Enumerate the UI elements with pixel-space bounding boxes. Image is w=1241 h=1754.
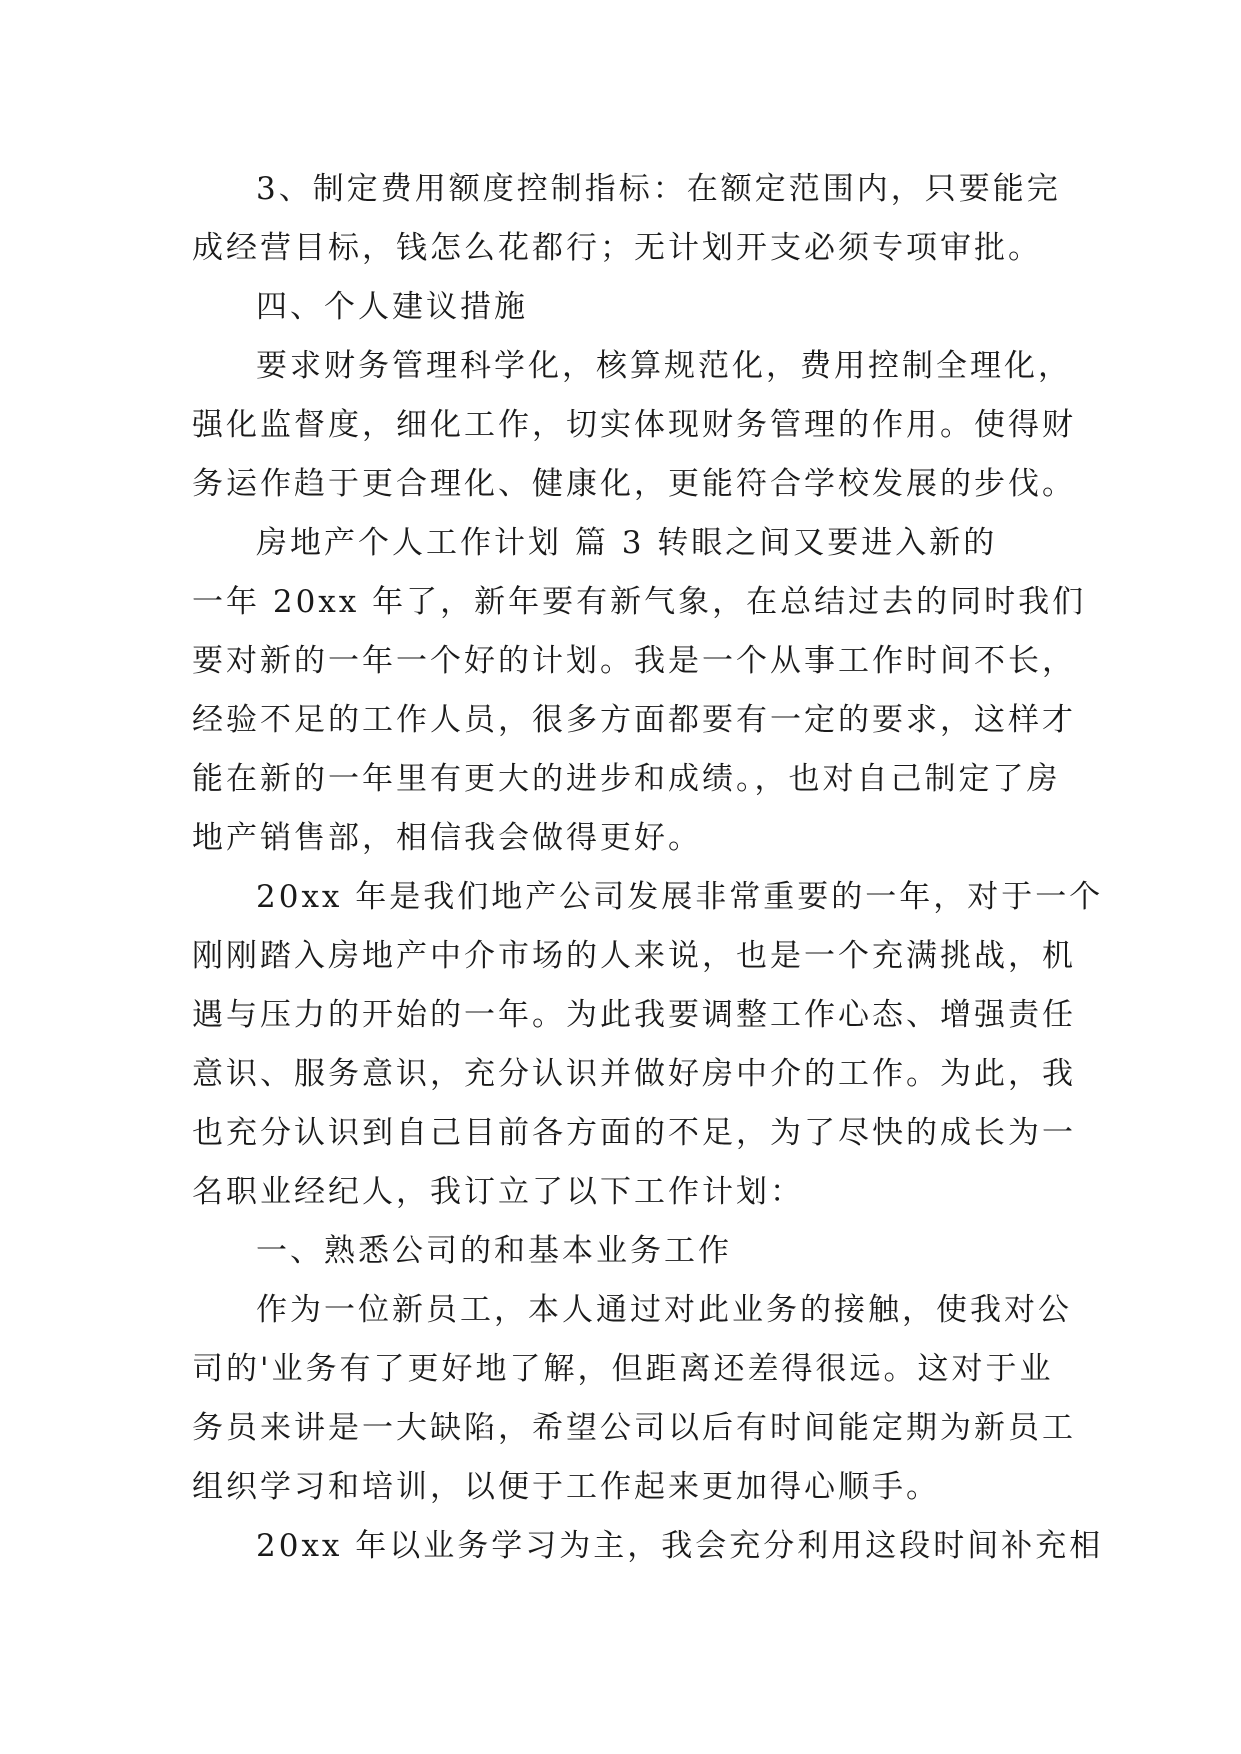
paragraph-line-4: 要求财务管理科学化，核算规范化，费用控制全理化，: [256, 348, 1072, 384]
document-body: [192, 160, 1104, 1576]
paragraph-line-11: 能在新的一年里有更大的进步和成绩。，也对自己制定了房: [192, 761, 1061, 797]
section-heading-4: 四、个人建议措施: [256, 289, 528, 325]
paragraph-line-21: 司的'业务有了更好地了解，但距离还差得很远。这对于业: [192, 1351, 1054, 1387]
paragraph-line-2: 成经营目标，钱怎么花都行；无计划开支必须专项审批。: [192, 230, 1042, 266]
paragraph-line-13: 20xx 年是我们地产公司发展非常重要的一年，对于一个: [256, 879, 1104, 915]
paragraph-line-9: 要对新的一年一个好的计划。我是一个从事工作时间不长，: [192, 643, 1076, 679]
paragraph-line-10: 经验不足的工作人员，很多方面都要有一定的要求，这样才: [192, 702, 1076, 738]
section-heading-1: 一、熟悉公司的和基本业务工作: [256, 1233, 732, 1269]
paragraph-line-17: 也充分认识到自己目前各方面的不足，为了尽快的成长为一: [192, 1115, 1076, 1151]
paragraph-line-18: 名职业经纪人，我订立了以下工作计划：: [192, 1174, 804, 1210]
paragraph-line-23: 组织学习和培训，以便于工作起来更加得心顺手。: [192, 1469, 940, 1505]
paragraph-line-24: 20xx 年以业务学习为主，我会充分利用这段时间补充相: [256, 1528, 1104, 1564]
plan-heading-line: 房地产个人工作计划 篇 3 转眼之间又要进入新的: [256, 525, 998, 561]
paragraph-line-15: 遇与压力的开始的一年。为此我要调整工作心态、增强责任: [192, 997, 1076, 1033]
paragraph-line-22: 务员来讲是一大缺陷，希望公司以后有时间能定期为新员工: [192, 1410, 1076, 1446]
paragraph-line-14: 刚刚踏入房地产中介市场的人来说，也是一个充满挑战，机: [192, 938, 1076, 974]
paragraph-line-1: 3、制定费用额度控制指标：在额定范围内，只要能完: [256, 171, 1061, 207]
paragraph-line-6: 务运作趋于更合理化、健康化，更能符合学校发展的步伐。: [192, 466, 1076, 502]
paragraph-line-8: 一年 20xx 年了，新年要有新气象，在总结过去的同时我们: [192, 584, 1087, 620]
paragraph-line-20: 作为一位新员工，本人通过对此业务的接触，使我对公: [256, 1292, 1072, 1328]
paragraph-line-16: 意识、服务意识，充分认识并做好房中介的工作。为此，我: [192, 1056, 1076, 1092]
paragraph-line-5: 强化监督度，细化工作，切实体现财务管理的作用。使得财: [192, 407, 1076, 443]
paragraph-line-12: 地产销售部，相信我会做得更好。: [192, 820, 702, 856]
